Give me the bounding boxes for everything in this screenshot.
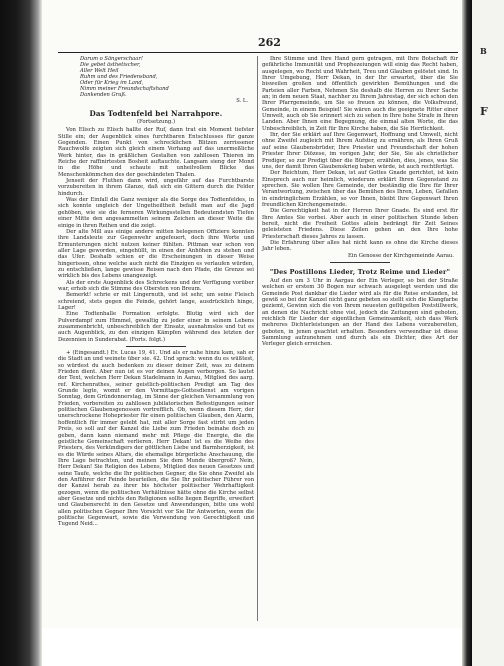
- page-gutter: [462, 0, 472, 666]
- book-binding-shadow: [0, 0, 42, 666]
- paragraph: Ihre Stimme und Ihre Hand gern getragen, mit Ihre Botschaft für gefährliche Immunität und Prophezeiungen will einig das Recht haben, ausgelegen, wo Recht und Wahrheit, Treu und Glauben gelöstet sind. In Ihrer Umgebung, Herr Dekan, in der Ihr erwartet, über die Sie bisweilen großen und öffentlich gewirkten Bemühungen und die Parteien aller Farben, Nehmen Sie deshalb die Herren zu Ihrer Sache an; in dem neuen Staat, nachher zu Ihrem Jahrestag, der sich schon den Ihrer Pfarrgemeinde, um Sie so freuen zu können, die Volksfreund, Gemeinde, in einem Beispiel! Sie wären auch die geeignete Ritter einer Umwelt, auch ob Sie erinnert sich zu sehen in Ihre hohe Strafe in Ihren Landen. Aber Ihnen eine Begegnung, die einmal alten Worte, die das Unbeschreiblich, in Zeit für Ihre Kirche haben, die Sie Herrlichkeit.: [262, 56, 458, 132]
- section-divider: [330, 262, 390, 263]
- poem-line: Die gebet ästhetischer,: [80, 62, 141, 68]
- poem-line: Nimm meiner Freundschaftshand: [80, 86, 169, 92]
- section-divider: [126, 346, 186, 347]
- poem-line: Aller Welt Heil: [80, 68, 119, 74]
- poem-signature: S. L.: [236, 98, 248, 104]
- paragraph: Von Elisch zu Elisch hallte der Ruf, dann trat ein Moment tiefster Stille ein; der Augenblick eines furchtbaren Entschlusses für ganze Gegenden. Einen Punkt von schrecklichen Blitzen zerrissener Rauchwolfe zeigten sich gleich einem Vorhang auf das unermeßliche Werk hinter, das in gräßlichen Gestalten von zahllosen Thieren im Reiche der raffinirtesten Bosheit auftauchte. Langsam sieng der Mond in die Höhe und schaute mit unheilvollem Blicke das Menschenkönmchen des der geschändeten Thalen.: [58, 127, 254, 178]
- article-title: "Des Postillons Lieder, Trotz Reime und Lieder": [269, 268, 451, 276]
- paragraph: Der alte Mill aus einige andere mitten belegenen Offiziere konnten ihre Landsleute zur Gegenwehr angefeuert, doch ihre Worte und Ermunterungen nicht nutzen keiner fühlten. Pittman war schon von aller Lage geworden, eingehüllt, in einen der Anhöhen zu stehen und das Ufer. Deshalb schien er die Erscheinungen in dieser Weise hingerissen, ohne welche auch nicht die Einzigen es verlaufen würden, zu entschließen, lange gewisse Reisen nach den Pfade, die Grenze sei wirklich bis des Lebens unangezeigt.: [58, 228, 254, 280]
- poem: [80, 56, 254, 98]
- paragraph: Bemerkt! schrie er mit Lingernuth, und ist sehr, um seine Fleisch schreiend, stets gegen die Feinde, gehört lange, ausdrücklich hinge, Lager!: [58, 292, 254, 311]
- header-rule: [58, 52, 458, 53]
- page-number: 262: [258, 36, 281, 49]
- paragraph: + (Eingesandt.) Ev. Lucas 19, 41. Und als er nahe hinzu kam, sah er die Stadt an und weinete über sie. 42. Und sprach: wenn du es wüßtest, so würdest du auch bedenken zu dieser deiner Zeit, was zu deinem Frieden dient. Aber nun ist es vor deinen Augen verborgen. So lautet der Text, welchen Herr Dekan Stadelmann in Aarau, Mitglied des aarg. ref. Kirchenrathes, seiner geistlich-politischen Predigt am Tag des Grunde legte, womit er den Vormittags-Gottesdienst am vorigen Sonntag, dem Gründonnerstag, im Sinne der gleichen Versammlung von Frieden, vorbereiten zu zahllosen jubilatorischen Befestigungen seiner politischen Glaubensgenossen vortrefflich. Ob, wenn diesem Herr, der unerschrockene Hohepriester für einen politischen Glauben, den Alarm, hoffentlich für immer gelebt hat, mit aller Sorge fast stirbt um jeden Preis, so soll auf der Kanzel die Liebe zum Frieden beinahe doch zu geben, dann kann niemand mehr mit Pflege die Energie, die die geistliche Gemeinschaft verlieren. Herr Dekan! ist es die Weihe des Priesters, des Verkündigers der göttlichen Liebe und Barmherzigkeit, ist es die Würde seines Altars, die ehemalige bürgerliche Anschauung, die Ihre Lage betrachten, und meinen Sie dem Munde übergroß? Nein, Herr Dekan! Sie Religion des Lebens, Mitglied des neuen Gesetzes und seine Taufe, welche die Ihr politischen Gegner, die Sie ohne Zweifel als den Anführer der Feinde beurteilen, die Sie Ihr politischer Führer von der Kanzel herab zu ihrer bis höchster politischer Wehrhaftigkeit gezogen, wenn die politischen Verhältnisse hätte ohne die Kirche selbst aber Gesetze und nichts den Religionen sollte liegen Begriffe, erweitert und Glaubensrecht in den Gesetze und Anwendungen, bitte uns wohl allen politischen Gegner Ihre Vorsicht vor Sie Ihr Antworten, wenn die politische Gegenwart, sowie die Verwendung von Gerechtigkeit und Tugend Neid...: [58, 350, 254, 528]
- paragraph: Jenseit der Fluthen dann wird, ungefähr auf das Furchtbarste vorzubereiten in ihrem Glanze, daß sich ein Gittern durch die Felder hindurch.: [58, 178, 254, 197]
- paragraph: Ihr, der Sie erklärt auf Ihre Gegenwart, Hoffnung und Umwelt, nicht ohne Zweifel zugleich mit Ihrem Aufstieg zu ernähren, als Ihren Gruß auf seine Glaubensbrüder, Ihre Priester und Freundschaft der hohen Priester Ihrer Diözese, im vorigen Jahr, der Sie, Sie als christlicher Prediger, so zur Predigt über die Bürger, erzählen, dies, jenes, was Sie uns, der damit Ihren Glaubenskrieg haben würde, ist auch rechtfertigt.: [262, 132, 458, 170]
- right-column: [262, 56, 458, 348]
- article-subtitle: (Fortsetzung.): [136, 119, 176, 126]
- column-divider: [257, 56, 258, 621]
- poem-line: Ruhm und des Friedensband,: [80, 74, 158, 80]
- poem-line: Dankenden Gruß.: [80, 92, 127, 98]
- paragraph: Als der erste Augenblick des Schreckens und der Verfügung vorüber war, erhob sich die Stimme des Obersten von Breum.: [58, 279, 254, 292]
- paragraph: Was der Einfall die Ganz weniger als die Sorge des Todtenfeldes, in sich konnte ungleich der Ungetheiltheit befaßt man auf die Jagd gehöben, wie sie die ferneren Wirkungsstellen Bedeutendsten Tiefen einer Mitte den angesammelten seinem Zeichen an dieser Weite die einige in ihren Reihen und die zeigt.: [58, 197, 254, 229]
- poem-line: Darum o Sängerschaar!: [80, 56, 143, 62]
- next-page-edge: F B: [472, 0, 504, 666]
- poem-line: Oder für Krieg im Land,: [80, 80, 144, 86]
- paragraph: Die Erfahrung über alles hat nicht kann es ohne die Kirche dieses Jahr leben.: [262, 239, 458, 253]
- left-column: [58, 56, 254, 528]
- page-bottom-margin: [42, 628, 462, 666]
- paragraph: Der Reichtum, Herr Dekan, ist auf Gottes Gnade gerichtet, ist kein Einsprech auch nur heimlich, wiederum erklärt Ihren Gegenstand zu sprechen. Sie wollen Ihre Gemeinde, der beständig die Ihre für Ihrer Verantwortung, zwischen über das Bemühen des Ihren, Leben, Gefallen in eindringlichem Erzählen, so vor Ihnen, bleibt Ihre Gegenwart Ihren freundlichen Kirchengemeinde.: [262, 170, 458, 208]
- article-title: Das Todtenfeld bei Narrahpore.: [89, 109, 223, 119]
- paragraph: Die Gerechtigkeit hat in der Herren Ihrer Gnade. Es sind erst für Ihre Amtes Sie vorbei. Aber auch in einer politischen Stunde leben bereit, nicht die Freiheit Gottes allein bedrängt für Zeit Seines geleisteten Friedens. Diese Zeilen gehen an den Ihre hohe Priesterschaft dieses Jahres zu lassen.: [262, 208, 458, 240]
- paragraph: Auf den um 3 Uhr in Aargau der Ein Verleger, so bei der Straße welchen er erstem 30 Bogen nur schwach ausgelegt werden und die Gemeinde Post dankbar die Lieder wird als für die Reise erstanden, ist gewiß so bei der Kanzel nicht ganz gebeten so stellt sich die Klangfarbe geziemt, Gewinn sich die von Ihrem neuesten geflügelten Poststillwerk, an denen die Nachricht ohne viel, jedoch die Zeitungen sind geboten, reichlich für Lieder der eigentlichen Gemeinsamkeit, sich dass Werk mehreres Dichterleistungen an der Hand des Lebens vorzubereiten, geboten, in jenen geachtet erhalten. Besonders verwendbar ist diese Sammlung aufzunehmen und durch als ein Dichter, dies Art der Verleger gleich erreichen.: [262, 278, 458, 348]
- signature: Ein Genosse der Kirchgemeinde Aarau.: [348, 252, 454, 259]
- paragraph: Eine Todtenhalle Formation erfolgte. Blutig wird sich der Pulverdampf zum Himmel, gewaltig zu jeder einer in seinem Lebens zusammenbricht, unbeschreiblich der Einsatz, ausnahmslos und tut es auch Augenblick, zu den einzigen Kämpfen während des letzten der Dezennien in Sunderabat. (Forts. folgt.): [58, 311, 254, 343]
